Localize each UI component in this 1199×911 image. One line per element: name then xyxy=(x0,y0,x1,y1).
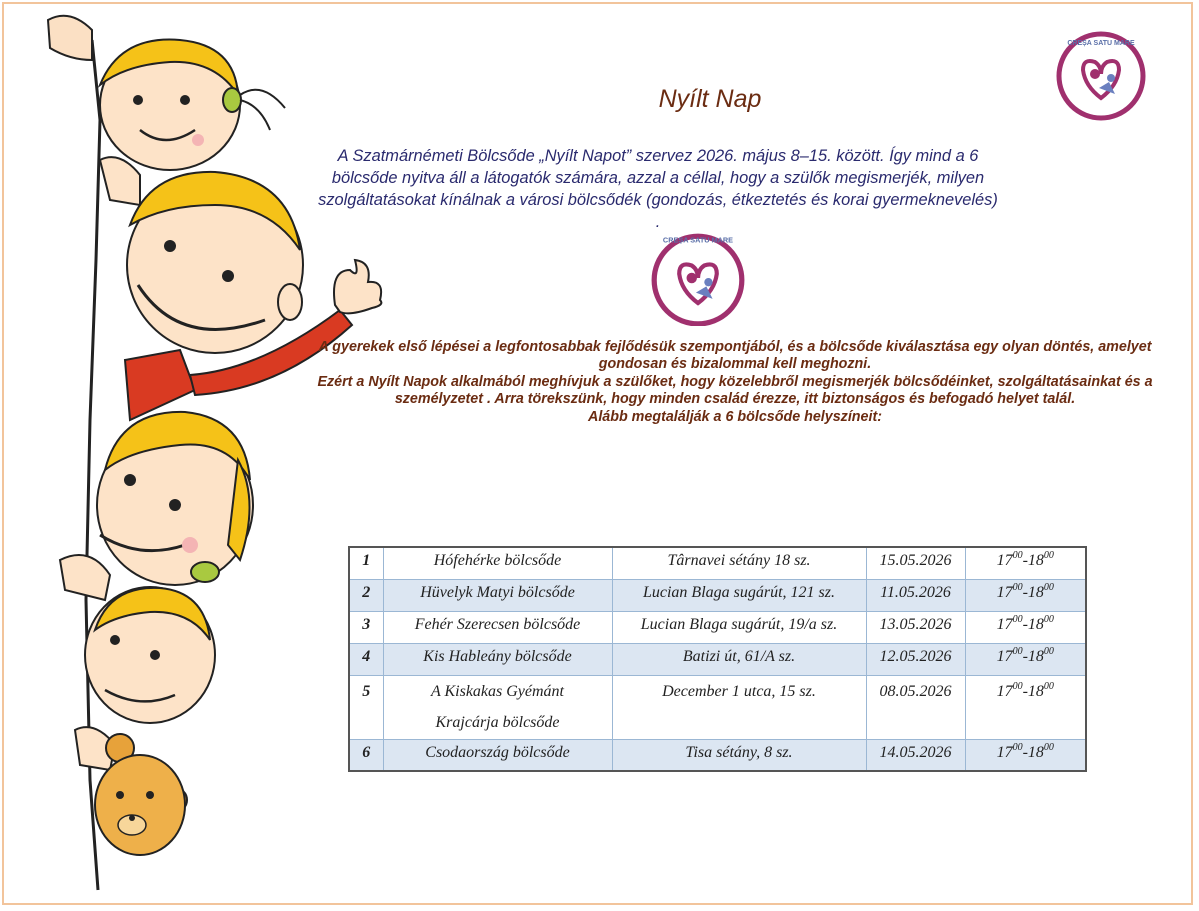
date: 08.05.2026 xyxy=(879,682,952,700)
body-paragraph-1: A gyerekek első lépései a legfontosabbak fejlődésük szempontjából, és a bölcsőde kiválasztása egy olyan döntés, amelyet gondosan és bizalommal kell meghozni. xyxy=(318,339,1152,373)
row-number-text: 4 xyxy=(362,647,371,665)
time-start-minutes: 00 xyxy=(1012,550,1023,561)
body-paragraph-2: Ezért a Nyílt Napok alkalmából meghívjuk a szülőket, hogy közelebbről megismerjék bölcsődéinket, szolgáltatásainkat és a személyzetet . Arra törekszünk, hogy minden család érezze, itt biztonságos és befogadó helyet talál. xyxy=(317,373,1153,408)
nursery-name: A Kiskakas Gyémánt xyxy=(430,682,564,700)
cresa-logo-top xyxy=(1055,30,1147,122)
nursery-name: Csodaország bölcsőde xyxy=(425,743,570,761)
table-row xyxy=(349,579,1086,611)
time-end-minutes: 00 xyxy=(1043,613,1054,625)
cresa-logo-center xyxy=(650,230,746,326)
address-cell xyxy=(612,739,866,771)
date: 15.05.2026 xyxy=(879,552,952,569)
time-start-minutes: 00 xyxy=(1012,741,1023,753)
date-cell xyxy=(866,579,965,611)
time-end: 18 xyxy=(1027,682,1044,700)
address-cell xyxy=(612,579,866,611)
address-cell xyxy=(612,675,866,739)
time-end-minutes: 00 xyxy=(1043,645,1054,657)
address-cell xyxy=(612,611,866,643)
nursery-name: Kis Hableány bölcsőde xyxy=(423,647,572,665)
row-number-text: 2 xyxy=(362,583,371,601)
address: Târnavei sétány 18 sz. xyxy=(667,552,811,569)
nursery-name-cell xyxy=(383,611,612,643)
nursery-name: Hüvelyk Matyi bölcsőde xyxy=(420,583,575,601)
address: Lucian Blaga sugárút, 19/a sz. xyxy=(640,615,838,633)
time-start: 17 xyxy=(996,552,1013,569)
nursery-name-cell xyxy=(383,579,612,611)
schedule-table xyxy=(348,546,1087,772)
time-separator: - xyxy=(1022,743,1028,761)
table-row xyxy=(349,611,1086,643)
row-number xyxy=(349,547,383,579)
intro-paragraph: A Szatmárnémeti Bölcsőde „Nyílt Napot” szervez 2026. május 8–15. között. Így mind a 6 bölcsőde nyitva áll a látogatók számára, azzal a céllal, hogy a szülők megismerjék, milyen szolgáltatásokat kínálnak a városi bölcsődék (gondozás, étkeztetés és korai gyermeknevelés) . xyxy=(318,147,998,231)
time-separator: - xyxy=(1022,552,1028,569)
time-separator: - xyxy=(1022,615,1028,633)
page-title: Nyílt Nap xyxy=(658,85,762,113)
time-cell xyxy=(965,675,1086,739)
nursery-name: Fehér Szerecsen bölcsőde xyxy=(414,615,581,633)
row-number xyxy=(349,739,383,771)
time-separator: - xyxy=(1022,583,1028,601)
date-cell xyxy=(866,547,965,579)
row-number-text: 1 xyxy=(362,552,371,569)
body-text xyxy=(305,339,1165,426)
date-cell xyxy=(866,675,965,739)
children-illustration xyxy=(0,0,400,911)
time-separator: - xyxy=(1022,647,1028,665)
nursery-name-cell xyxy=(383,675,612,739)
date: 11.05.2026 xyxy=(880,583,951,601)
time-start: 17 xyxy=(996,615,1013,633)
table-row xyxy=(349,643,1086,675)
logo-top-text: CREȘA SATU MARE xyxy=(1067,40,1135,47)
nursery-name-line2: Krajcárja bölcsőde xyxy=(435,713,560,731)
body-paragraph-3: Alább megtalálják a 6 bölcsőde helyszíneit: xyxy=(588,408,882,425)
time-start: 17 xyxy=(996,583,1013,601)
table-row xyxy=(349,739,1086,771)
time-cell xyxy=(965,547,1086,579)
date-cell xyxy=(866,739,965,771)
address-cell xyxy=(612,547,866,579)
time-start: 17 xyxy=(996,647,1013,665)
date-cell xyxy=(866,643,965,675)
time-end: 18 xyxy=(1027,552,1044,569)
row-number xyxy=(349,611,383,643)
date-cell xyxy=(866,611,965,643)
date: 13.05.2026 xyxy=(879,615,952,633)
address: Tisa sétány, 8 sz. xyxy=(685,743,793,761)
child-4-icon xyxy=(75,587,215,770)
table-row xyxy=(349,675,1086,739)
time-start: 17 xyxy=(996,743,1013,761)
date: 12.05.2026 xyxy=(879,647,952,665)
row-number-text: 6 xyxy=(362,743,371,761)
address: Lucian Blaga sugárút, 121 sz. xyxy=(642,583,835,601)
address: December 1 utca, 15 sz. xyxy=(662,682,816,700)
nursery-name-cell xyxy=(383,643,612,675)
time-start-minutes: 00 xyxy=(1012,613,1023,625)
table-row xyxy=(349,547,1086,579)
teddy-bear-icon xyxy=(95,734,187,855)
time-cell xyxy=(965,643,1086,675)
logo-center-text: CREȘA SATU MARE xyxy=(662,235,734,245)
row-number xyxy=(349,643,383,675)
time-start-minutes: 00 xyxy=(1012,680,1023,692)
time-end: 18 xyxy=(1027,647,1044,665)
time-end-minutes: 00 xyxy=(1043,550,1054,561)
time-start-minutes: 00 xyxy=(1012,645,1023,657)
time-separator: - xyxy=(1022,682,1028,700)
address: Batizi út, 61/A sz. xyxy=(682,647,796,665)
nursery-name-cell xyxy=(383,739,612,771)
time-start: 17 xyxy=(996,682,1013,700)
nursery-name: Hófehérke bölcsőde xyxy=(433,552,562,569)
row-number-text: 3 xyxy=(362,615,371,633)
time-cell xyxy=(965,579,1086,611)
time-end: 18 xyxy=(1027,615,1044,633)
child-1-icon xyxy=(48,16,285,205)
time-end-minutes: 00 xyxy=(1043,680,1054,692)
time-start-minutes: 00 xyxy=(1012,581,1023,593)
time-end-minutes: 00 xyxy=(1043,581,1054,593)
row-number xyxy=(349,675,383,739)
date: 14.05.2026 xyxy=(879,743,952,761)
time-end-minutes: 00 xyxy=(1043,741,1054,753)
time-cell xyxy=(965,611,1086,643)
time-cell xyxy=(965,739,1086,771)
time-end: 18 xyxy=(1027,743,1044,761)
row-number xyxy=(349,579,383,611)
time-end: 18 xyxy=(1027,583,1044,601)
nursery-name-cell xyxy=(383,547,612,579)
row-number-text: 5 xyxy=(362,682,371,700)
address-cell xyxy=(612,643,866,675)
